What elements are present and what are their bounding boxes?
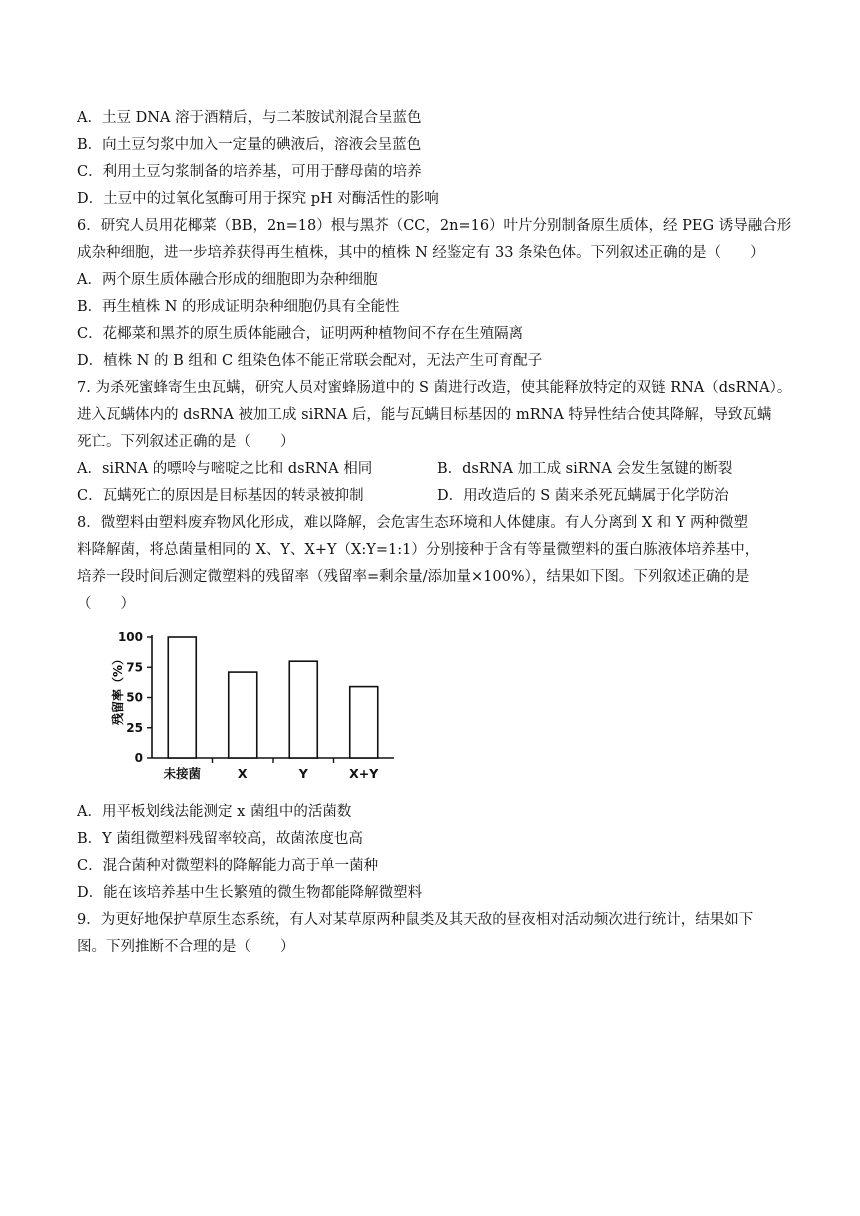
q8-stem-line-2: 料降解菌，将总菌量相同的 X、Y、X+Y（X:Y=1:1）分别接种于含有等量微塑料的蛋白胨液体培养基中，: [77, 542, 760, 558]
x-tick-label: X: [237, 766, 248, 781]
bar: [289, 661, 317, 758]
q6-option-c: C．花椰菜和黑芥的原生质体能融合，证明两种植物间不存在生殖隔离: [77, 326, 524, 342]
q7-stem-line-1: 7. 为杀死蜜蜂寄生虫瓦螨，研究人员对蜜蜂肠道中的 S 菌进行改造，使其能释放特定的双链 RNA（dsRNA）。: [77, 380, 792, 396]
q8-option-c: C．混合菌种对微塑料的降解能力高于单一菌种: [77, 858, 379, 874]
q8-option-a: A．用平板划线法能测定 x 菌组中的活菌数: [77, 804, 352, 820]
y-tick-label: 0: [134, 751, 143, 765]
x-tick-label: 未接菌: [163, 766, 202, 781]
q6-option-b: B．再生植株 N 的形成证明杂种细胞仍具有全能性: [77, 299, 400, 315]
q7-option-b: B．dsRNA 加工成 siRNA 会发生氢键的断裂: [437, 461, 733, 477]
q8-option-b: B．Y 菌组微塑料残留率较高，故菌浓度也高: [77, 831, 363, 847]
q9-stem-line-1: 9．为更好地保护草原生态系统，有人对某草原两种鼠类及其天敌的昼夜相对活动频次进行统计，结果如下: [77, 912, 754, 928]
q5-option-a: A．土豆 DNA 溶于酒精后，与二苯胺试剂混合呈蓝色: [77, 110, 422, 126]
q6-option-a: A．两个原生质体融合形成的细胞即为杂种细胞: [77, 272, 378, 288]
q8-option-d: D．能在该培养基中生长繁殖的微生物都能降解微塑料: [77, 885, 423, 901]
q9-stem-line-2: 图。下列推断不合理的是（ ）: [77, 939, 295, 955]
y-tick-label: 75: [126, 660, 143, 675]
y-tick-label: 25: [126, 720, 143, 735]
y-tick-label: 100: [117, 630, 143, 644]
q7-option-c: C．瓦螨死亡的原因是目标基因的转录被抑制: [77, 488, 364, 504]
q5-option-c: C．利用土豆匀浆制备的培养基，可用于酵母菌的培养: [77, 164, 422, 180]
bar: [168, 637, 196, 758]
q6-stem-line-1: 6．研究人员用花椰菜（BB，2n=18）根与黑芥（CC，2n=16）叶片分别制备原生质体，经 PEG 诱导融合形: [77, 218, 792, 234]
bar: [229, 672, 257, 758]
q7-stem-line-2: 进入瓦螨体内的 dsRNA 被加工成 siRNA 后，能与瓦螨目标基因的 mRNA 特异性结合使其降解，导致瓦螨: [77, 407, 772, 423]
q8-stem-line-1: 8．微塑料由塑料废弃物风化形成，难以降解，会危害生态环境和人体健康。有人分离到 X 和 Y 两种微塑: [77, 515, 749, 531]
residual-rate-bar-chart: [104, 625, 404, 797]
q6-option-d: D．植株 N 的 B 组和 C 组染色体不能正常联会配对，无法产生可育配子: [77, 353, 543, 369]
y-axis-label: 残留率（%）: [111, 652, 125, 726]
q5-option-d: D．土豆中的过氧化氢酶可用于探究 pH 对酶活性的影响: [77, 191, 439, 207]
q7-stem-line-3: 死亡。下列叙述正确的是（ ）: [77, 434, 295, 450]
x-tick-label: X+Y: [349, 766, 379, 781]
y-tick-label: 50: [126, 690, 143, 705]
q6-stem-line-2: 成杂种细胞，进一步培养获得再生植株，其中的植株 N 经鉴定有 33 条染色体。下列叙述正确的是（ ）: [77, 245, 765, 261]
x-tick-label: Y: [298, 766, 308, 781]
q5-option-b: B．向土豆匀浆中加入一定量的碘液后，溶液会呈蓝色: [77, 137, 422, 153]
q8-stem-line-3: 培养一段时间后测定微塑料的残留率（残留率=剩余量/添加量×100%），结果如下图。下列叙述正确的是: [77, 569, 750, 585]
bar: [350, 687, 378, 758]
q7-option-a: A．siRNA 的嘌呤与嘧啶之比和 dsRNA 相同: [77, 461, 373, 477]
q8-stem-line-4: （ ）: [77, 596, 135, 612]
q7-option-d: D．用改造后的 S 菌来杀死瓦螨属于化学防治: [437, 488, 729, 504]
